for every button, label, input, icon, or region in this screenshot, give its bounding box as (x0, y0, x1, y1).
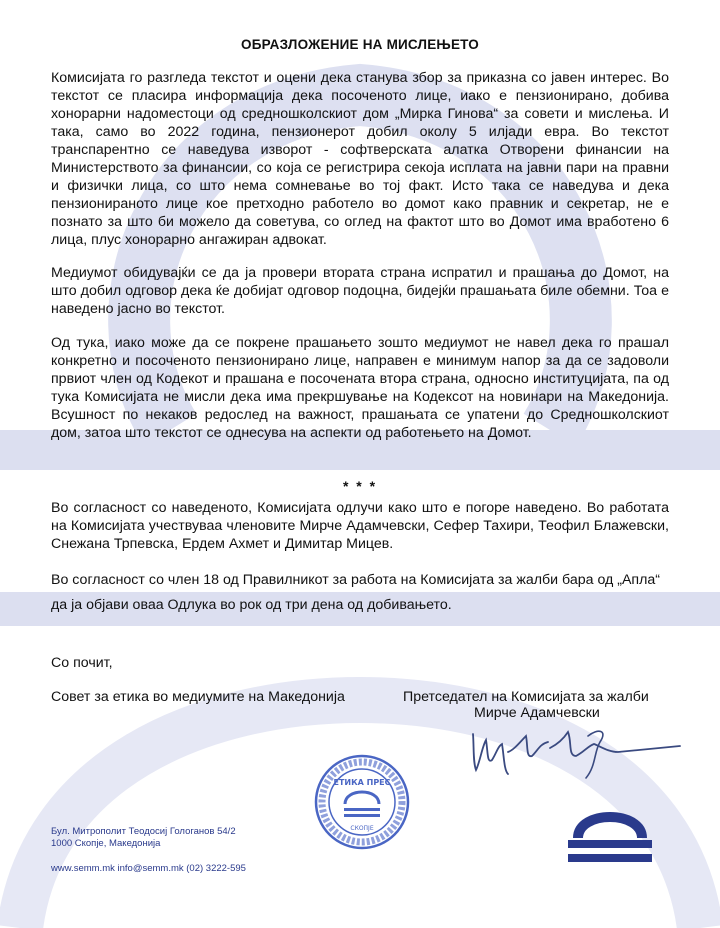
svg-text:ЕТИКА ПРЕС: ЕТИКА ПРЕС (333, 778, 391, 787)
decision-paragraph: Во согласност со наведеното, Комисијата одлучи како што е погоре наведено. Во работата на Комисијата учествуваа членовите Мирче Адамчевски, Сефер Тахири, Теофил Блажевски, Снежана Трпевска, Ердем Ахмет и Димитар Мицев. (51, 500, 669, 552)
chair-title: Претседател на Комисијата за жалби (403, 689, 649, 705)
paragraph-1: Комисијата го разгледа текстот и оцени дека станува збор за приказна со јавен интерес. Во текстот се пласира информација дека посоченото лице, иако е пензионирано, добива хонорарни надоместоци од средношколскиот дом „Мирка Гинова“ за совети и мислења. И така, само во 2022 година, пензионерот добил околу 5 илјади евра. Во текстот транспарентно се наведува изворот - софтверската алатка Отворени финансии на Министерството за финансии, со која се регистрира секоја исплата на јавни пари на правни и физички лица, со што нема сомневање во тој факт. Исто така се наведува и дека пензионираното лице кое претходно работело во домот како правник и секретар, не е познато за што би можело да советува, со оглед на фактот што во Домот има вработено 6 лица, плус хонорарно ангажиран адвокат. (51, 70, 669, 248)
paragraph-3: Од тука, иако може да се покрене прашањето зошто медиумот не навел дека го прашал конкретно и посоченото пензионирано лице, направен е минимум напор за да се задоволи првиот член од Кодекот и прашана е посочената втора страна, односно институцијата, па од тука Комисијата не мисли дека има прекршување на Кодексот на новинари на Македонија. Всушност по некаков редослед на важност, прашањата се упатени до Средношколскиот дом, затоа што текстот се однесува на аспекти од работењето на Домот. (51, 335, 669, 441)
official-stamp (309, 752, 415, 852)
publish-line-1: Во согласност со член 18 од Правилникот за работа на Комисијата за жалби бара од „Апла“ (51, 572, 661, 588)
closing-greeting: Со почит, (51, 655, 113, 671)
council-name: Совет за етика во медиумите на Македонија (51, 689, 345, 705)
signature-image (468, 722, 683, 784)
publish-line-2: да ја објави оваа Одлука во рок од три дена од добивањето. (51, 597, 452, 613)
svg-text:СКОПЈЕ: СКОПЈЕ (350, 825, 374, 832)
paragraph-2: Медиумот обидувајќи се да ја провери втората страна испратил и прашања до Домот, на што добил одговор дека ќе добијат одговор подоцна, бидејќи прашањата биле обемни. Тоа е наведено јасно во текстот. (51, 265, 669, 317)
footer-address-2: 1000 Скопје, Македонија (51, 838, 161, 849)
chair-name: Мирче Адамчевски (474, 705, 600, 721)
footer-contacts: www.semm.mk info@semm.mk (02) 3222-595 (51, 863, 246, 874)
document-title: ОБРАЗЛОЖЕНИЕ НА МИСЛЕЊЕТО (241, 37, 479, 52)
separator-stars: * * * (342, 478, 378, 494)
footer-address-1: Бул. Митрополит Теодосиј Гологанов 54/2 (51, 826, 236, 837)
semm-logo (560, 792, 660, 882)
